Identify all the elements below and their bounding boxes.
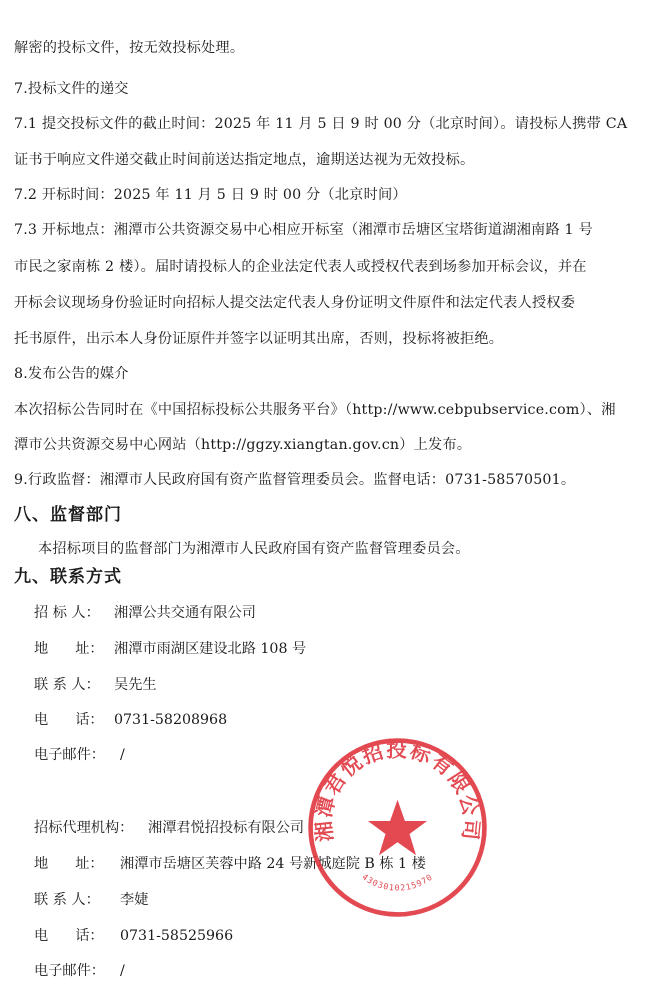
contact-value: 湘潭市岳塘区芙蓉中路 24 号新城庭院 B 栋 1 楼 xyxy=(120,856,426,872)
contact-label: 电 话： xyxy=(34,712,104,728)
paragraph-line: 7.2 开标时间：2025 年 11 月 5 日 9 时 00 分（北京时间） xyxy=(14,187,407,203)
contact-value: 湘潭公共交通有限公司 xyxy=(114,605,256,621)
contact-row-email xyxy=(34,745,125,765)
paragraph-line: 潭市公共资源交易中心网站（http://ggzy.xiangtan.gov.cn）上发布。 xyxy=(14,437,472,453)
contact-value: / xyxy=(120,747,125,763)
subheading-media: 8.发布公告的媒介 xyxy=(14,366,129,382)
contact-row-person xyxy=(34,675,157,695)
contact-label: 电子邮件： xyxy=(34,747,105,763)
contact-value: / xyxy=(120,963,125,979)
subheading-bid-submission: 7.投标文件的递交 xyxy=(14,81,129,97)
contact-label: 电子邮件： xyxy=(34,963,105,979)
paragraph-line: 9.行政监督：湘潭市人民政府国有资产监督管理委员会。监督电话：0731-58570501。 xyxy=(14,472,576,488)
contact-label: 招 标 人： xyxy=(34,605,100,621)
contact-value: 李婕 xyxy=(120,892,149,908)
contact-label: 招标代理机构： xyxy=(34,820,134,836)
paragraph-line: 本次招标公告同时在《中国招标投标公共服务平台》（http://www.cebpubservice.com）、湘 xyxy=(14,402,616,418)
contact-label: 联 系 人： xyxy=(34,892,100,908)
contact-row-address xyxy=(34,854,426,874)
contact-row-phone xyxy=(34,926,233,946)
paragraph-line: 7.3 开标地点：湘潭市公共资源交易中心相应开标室（湘潭市岳塘区宝塔街道湖湘南路 1 号 xyxy=(14,222,593,238)
section-heading-contact: 九、联系方式 xyxy=(14,567,122,587)
contact-value: 0731-58208968 xyxy=(114,712,228,728)
contact-row-address xyxy=(34,639,306,659)
paragraph-line: 证书于响应文件递交截止时间前送达指定地点，逾期送达视为无效投标。 xyxy=(14,152,475,168)
section-heading-supervision: 八、监督部门 xyxy=(14,505,122,525)
contact-row-tenderer xyxy=(34,603,256,623)
paragraph-line: 解密的投标文件，按无效投标处理。 xyxy=(14,40,245,56)
contact-label: 联 系 人： xyxy=(34,677,100,693)
seal-star-icon xyxy=(368,800,427,856)
contact-label: 电 话： xyxy=(34,928,104,944)
contact-label: 地 址： xyxy=(34,641,104,657)
contact-label: 地 址： xyxy=(34,856,104,872)
paragraph-line: 市民之家南栋 2 楼）。届时请投标人的企业法定代表人或授权代表到场参加开标会议，并在 xyxy=(14,259,587,275)
contact-value: 吴先生 xyxy=(114,677,157,693)
paragraph-line: 7.1 提交投标文件的截止时间：2025 年 11 月 5 日 9 时 00 分（北京时间）。请投标人携带 CA xyxy=(14,116,628,132)
seal-ring xyxy=(311,741,485,915)
contact-row-phone xyxy=(34,710,227,730)
paragraph-line: 本招标项目的监督部门为湘潭市人民政府国有资产监督管理委员会。 xyxy=(38,541,470,557)
seal-name-path: 湘潭君悦招投标有限公司 xyxy=(311,737,484,843)
contact-value: 湘潭君悦招投标有限公司 xyxy=(148,820,305,836)
contact-value: 湘潭市雨湖区建设北路 108 号 xyxy=(114,641,307,657)
seal-code-text: 4303010215970 xyxy=(360,871,435,893)
contact-row-email xyxy=(34,961,125,981)
paragraph-line: 托书原件，出示本人身份证原件并签字以证明其出席，否则，投标将被拒绝。 xyxy=(14,331,504,347)
contact-row-agency xyxy=(34,818,304,838)
company-seal-stamp xyxy=(305,735,490,920)
contact-row-person xyxy=(34,890,148,910)
contact-value: 0731-58525966 xyxy=(120,928,234,944)
seal-name-text xyxy=(311,737,484,842)
paragraph-line: 开标会议现场身份验证时向招标人提交法定代表人身份证明文件原件和法定代表人授权委 xyxy=(14,295,576,311)
